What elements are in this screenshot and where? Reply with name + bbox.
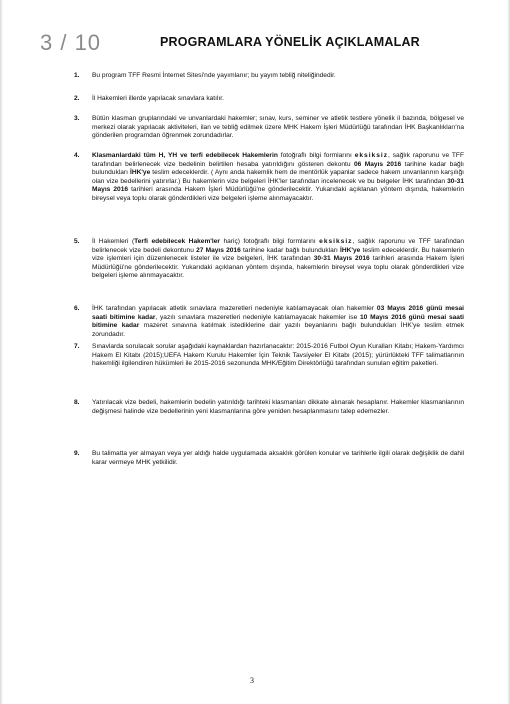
emphasis-text: Terfi edebilecek Hakem'ler [134,238,220,245]
list-item-text [92,343,464,367]
text-run: , sağlık raporunu ve TFF tarafından belirlenecek vize bedelinin belirtilen hesaba yatırıldığını gösteren dekontu [92,152,464,168]
list-item [74,152,464,204]
emphasis-text: Klasmanlardaki tüm H, YH ve terfi edebilecek Hakemlerin [92,152,278,159]
text-run: fotoğraflı bilgi formlarını [277,152,355,159]
page-header [0,30,510,60]
page-edge-left [0,0,3,704]
text-run: , sağlık raporunu ve TFF tarafından belirlenecek vize bedeli dekontunu [92,238,465,254]
list-item [74,95,464,104]
list-item [74,450,464,467]
emphasis-text: İHK'ye [129,169,151,177]
emphasis-text: İHK'ye [340,246,361,254]
list-item-text [92,305,464,338]
list-item-number: 7. [74,343,80,350]
list-item [74,305,464,339]
text-run: tarihleri arasında Hakem İşleri Müdürlüğü'ne gönderilecektir. Yukarıdaki açıklanan yöntem dışında, hakemlerin bireysel veya toplu olarak gönderdikleri vize belgeleri işleme alınmayacaktır. [92,255,464,280]
text-run: İHK tarafından yapılacak atletik sınavlara mazeretleri nedeniyle katılamayacak olan hakemler [92,305,377,312]
list-item-number: 1. [74,72,80,79]
text-run: tarihine kadar bağlı bulundukları [240,246,341,254]
text-run: Bu talimatta yer almayan veya yer aldığı halde uygulamada aksaklık görülen konular ve tarihlerle ilgili olarak değişiklik de dahil karar vermeye MHK yetkilidir. [92,450,464,466]
emphasis-text: 10 Mayıs 2016 günü mesai saati bitimine kadar [92,313,464,330]
text-run: hariç) fotoğraflı bilgi formlarını [219,238,320,245]
emphasis-text: 27 Mayıs 2016 [196,246,241,254]
text-run: Bütün klasman gruplarındaki ve unvanlardaki hakemler; sınav, kurs, seminer ve atletik testlere yönelik il bazında, bölgesel ve merkezi olarak yapılacak aktiviteleri, ilan ve tebliğ edilmek üzere MHK Hakem İşleri Müdürlüğü tarafından İHK Başkanlıkları'na gönderilen programdan öğrenmek zorundadırlar. [92,115,464,140]
emphasis-text: 03 Mayıs 2016 günü mesai saati bitimine kadar [92,305,464,321]
list-item-text [92,450,464,466]
list-item-text [92,95,224,102]
list-item [74,343,464,369]
list-item-text [92,115,464,139]
list-item-number: 3. [74,115,80,122]
list-item-number: 6. [74,305,80,312]
text-run: teslim edeceklerdir. Bu hakemlerin vize işlemleri için düzenlenecek listeler ile vize belgeleri, İHK tarafından [92,246,464,263]
text-run: Yatırılacak vize bedeli, hakemlerin bedelin yatırıldığı tarihteki klasmanları dikkate alınarak hesaplanır. Hakemler klasmanlarının değişmesi halinde vize bedellerinin yeni klasmanlarına göre yeniden hesaplanmasını talep edemezler. [92,399,464,415]
list-item [74,115,464,141]
text-run: teslim edeceklerdir. ( Aynı anda hakemlik hem de mentörlük yapanlar sadece hakem unvanlarının karşılığı olan vize bedellerini yatırırlar.) Bu hakemlerin vize belgeleri İHK'ler tarafından incelenecek ve bu belgeler İHK tarafından [92,169,464,185]
list-item [74,238,464,281]
page-counter: 3 / 10 [40,30,102,55]
list-item-text [92,152,464,202]
text-run: İl Hakemleri illerde yapılacak sınavlara katılır. [92,95,224,102]
list-item-number: 8. [74,399,80,406]
list-item-text [92,72,336,79]
text-run: Sınavlarda sorulacak sorular aşağıdaki kaynaklardan hazırlanacaktır: 2015-2016 Futbol Oyun Kuralları Kitabı; Hakem-Yardımcı Hakem El Kitabı (2015);UEFA Hakem Kurulu Hakemler İçin Teknik Tavsiyeler El Kitabı (2015); yürürlükteki TFF talimatlarının hakemliği ilgilendiren hükümleri ile 2015-2016 sezonunda MHK/Eğitim Direktörlüğü tarafından sunulan eğitim paketleri. [92,343,464,368]
text-run: tarihleri arasında Hakem İşleri Müdürlüğü'ne gönderilecektir. Yukarıdaki açıklanan yöntem dışında, hakemlerin bireysel veya toplu olarak gönderdikleri vize belgeleri işleme alınmayacaktır. [92,186,464,202]
list-item-text [92,399,464,415]
list-item-text [92,238,464,279]
list-item-number: 4. [74,152,80,159]
text-run: , yazılı sınavlara mazeretleri nedeniyle katılamayacak hakemler ise [155,313,361,321]
emphasis-text: eksiksiz [354,152,388,159]
list-item-number: 2. [74,95,80,102]
page-title: PROGRAMLARA YÖNELİK AÇIKLAMALAR [160,35,420,49]
text-run: tarihine kadar bağlı bulundukları [92,160,464,177]
emphasis-text: 30-31 Mayıs 2016 [313,255,370,263]
page-number: 3 [250,676,254,685]
emphasis-text: 06 Mayıs 2016 [353,160,402,168]
list-item [74,72,464,81]
text-run: Bu program TFF Resmi İnternet Sitesi'nde yayımlanır; bu yayım tebliğ niteliğindedir. [92,72,336,79]
emphasis-text: eksiksiz [319,238,353,245]
list-item-number: 5. [74,238,80,245]
list-item [74,399,464,416]
emphasis-text: 30-31 Mayıs 2016 [92,177,464,194]
text-run: İl Hakemleri ( [92,238,135,245]
text-run: mazeret sınavına katılmak istediklerine dair yazılı beyanlarını bağlı bulundukları İHK'ye teslim etmek zorundadır. [92,322,464,338]
list-item-number: 9. [74,450,80,457]
